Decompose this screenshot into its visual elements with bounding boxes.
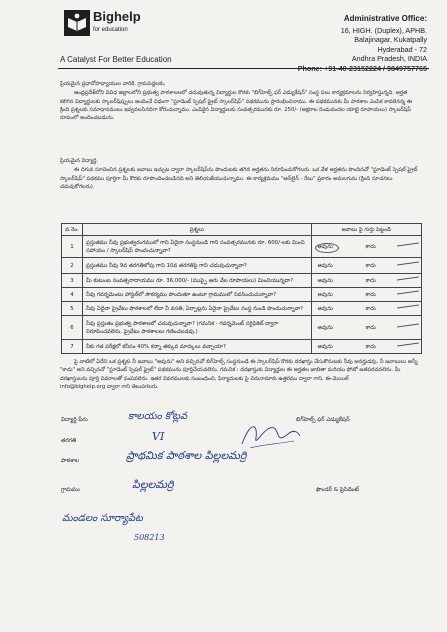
office-line1: 16, HIGH. (Duplex), APHB. — [340, 25, 427, 35]
tick-mark-icon — [397, 323, 419, 327]
email-line: info@bighelp.org ద్వారా గాని తెలుపగలరు. — [60, 383, 159, 390]
col-header-question: ప్రశ్నలు — [82, 224, 311, 236]
no-option[interactable]: కాదు — [365, 325, 376, 331]
tick-mark-icon — [397, 304, 419, 308]
no-option[interactable]: కాదు — [365, 292, 376, 298]
salutation: ప్రియమైన ప్రధానోపాధ్యాయుల వారికి, గ్రామపెద్దలకు, — [60, 81, 166, 87]
class-label: తరగతి — [61, 438, 77, 444]
answer-cell[interactable] — [311, 274, 421, 288]
tick-mark-icon — [397, 290, 419, 294]
school-label: పాఠశాల — [61, 458, 79, 464]
tick-mark-icon — [397, 242, 419, 246]
office-title: Administrative Office: — [343, 14, 427, 23]
answer-cell[interactable] — [311, 316, 421, 340]
school-value[interactable]: ప్రాథమిక పాఠశాల పిల్లలమర్రి — [126, 449, 247, 462]
district-value[interactable]: మండలం సూర్యాపేట — [62, 513, 143, 524]
pin-value[interactable]: 508213 — [134, 533, 165, 542]
row-number: 6 — [62, 316, 83, 340]
row-question: నీవు ప్రస్తుతం ప్రభుత్వ పాఠశాలలో చదువుచున్నావా? (గమనిక - గవర్నమెంట్ సర్టిఫికెట్ ద్వారా నిరూపించవలెను, ప్రైవేటు పాఠశాలలు గణించబడవు.) — [82, 316, 311, 340]
table-row — [62, 258, 422, 274]
yes-option[interactable]: అవును — [317, 325, 333, 331]
instruction-paragraph: ఈ దిగువ సూచించిన ప్రశ్నలకు జవాబు ఇచ్చుట ద్వారా స్కాలర్‌షిప్‌ను పొందుటకు తగిన అర్హతను నిరూపించుకోగలరు. ఒక వేళ అర్హతను పొందినచో "స్టూడెంట్ స్పెషల్ ఫ్రైట్ స్కాలర్‌షిప్" పథకము పూర్తిగా మీ కొరకు రూపొందించబడినది అని తెలియజేయుచున్నాము. ఈ కార్యక్రమము "ఆన్‌లైన్ - రేటు" ప్రకారం అమలగును (క్రింది సూచనలు చదువుకోగలరు). — [60, 167, 418, 190]
closing-section — [60, 358, 422, 391]
bighelp-logo-icon — [64, 10, 90, 36]
tick-mark-icon — [397, 261, 419, 265]
table-row — [62, 274, 422, 288]
yes-option[interactable]: అవును — [317, 292, 333, 298]
row-question: నీకు గత పరీక్షలో కనీసం 40% కన్నా తక్కువ మార్కులు వచ్చాయా? — [82, 340, 311, 354]
village-value[interactable]: పిల్లలమర్రి — [132, 478, 174, 491]
eligibility-table — [61, 223, 422, 354]
no-option[interactable]: కాదు — [365, 344, 376, 350]
table-row — [62, 316, 422, 340]
brand-name: Bighelp — [93, 9, 141, 24]
answer-cell[interactable] — [311, 302, 421, 316]
intro-paragraph: ఆంధ్రప్రదేశ్‌లోని వివిధ జిల్లాలలోని ప్రభుత్వ పాఠశాలలలో చదువుతున్న విద్యార్థుల కొరకు "బిగ్‌హెల్ప్ ఫర్ ఎడ్యుకేషన్" సంస్థ పలు కార్యక్రమాలను నిర్వహిస్తున్నది. అర్హత కలిగిన విద్యార్థులకు స్కాలర్‌షిప్పులు అందించే విధంగా "స్టూడెంట్ స్పెషల్ ఫ్రైట్ స్కాలర్‌షిప్" పథకమును ప్రారంభించినాము. ఈ పథకమునకు మీ పాఠశాల ఎంపిక కావలెనన్న ఈ క్రింది ప్రశ్నలకు సమాధానములు ఇవ్వవలసినదిగా కోరుచున్నాము. ఎంపికైన విద్యార్థులకు సంవత్సరమునకు రూ. 250/- (అక్షరాల రెండువందల యాభై రూపాయలు) స్కాలర్‌షిప్ రూపంలో అందించబడును. — [60, 90, 413, 122]
row-number: 2 — [62, 258, 83, 274]
class-value[interactable]: VI — [152, 430, 165, 443]
yes-option[interactable]: అవును — [317, 278, 333, 284]
table-header-row — [62, 224, 422, 236]
answer-cell[interactable] — [311, 258, 421, 274]
brand-subtitle: for education — [93, 27, 128, 33]
header-divider — [58, 68, 429, 69]
office-line3: Hyderabad - 72 — [377, 44, 427, 54]
instruction-section — [60, 157, 422, 191]
row-question: మీ కుటుంబ సంవత్సరాదాయము రూ. 36,000/- (ముప్పై ఆరు వేల రూపాయలు) మించియున్నదా? — [82, 274, 311, 288]
row-question: ప్రస్తుతము నీవు 9వ తరగతిలోపు గాని 10వ తరగతిపై గాని చదువుచున్నావా? — [82, 258, 311, 274]
yes-option[interactable]: అవును — [317, 244, 333, 250]
section-title: ప్రియమైన విద్యార్థి, — [60, 158, 99, 164]
table-row — [62, 236, 422, 258]
student-name-value[interactable]: కాలయం కోట్లవ — [128, 411, 188, 422]
table-row — [62, 288, 422, 302]
closing-paragraph: పై వాటిలో ఏదేని ఒక ప్రశ్నకు నీ జవాబు "అవును" అని వచ్చినచో బిగ్‌హెల్ప్ సంస్థనుండి ఈ స్కాలర్‌షిప్ కొరకు దరఖాస్తు చేసుకొనుటకు నీవు అనర్హుడవు. నీ జవాబులు అన్నీ "కాదు" అని వచ్చినచో "స్టూడెంట్ స్పెషల్ ఫ్రైట్" పథకమును పూర్తిచేయవలెను. గమనిక : దరఖాస్తుకు విద్యార్థుల ఈ అర్హతల జాబితా మరియు ఫోటో జతపరచవలెను. మీ దరఖాస్తులను పూర్తి వివరాలతో పంపవలెను. ఇతర వివరములకు సంబంధించి, ఫిర్యాదులకు పై చిరునామాకు ఉత్తరము ద్వారా గాని, ఈ-మెయిల్ — [60, 359, 418, 382]
office-phone: Phone: +91-40-23152224 / 9849757765 — [297, 63, 427, 73]
tick-mark-icon — [397, 276, 419, 280]
no-option[interactable]: కాదు — [365, 263, 376, 269]
yes-option[interactable]: అవును — [317, 263, 333, 269]
row-question: ప్రస్తుతము నీవు ప్రభుత్వరంగములో గాని ఏదైనా సంస్థనుండి గాని సంవత్సరమునకు రూ. 600/-లకు మించి సహాయం / స్కాలర్‌షిప్ పొందుచున్నావా? — [82, 236, 311, 258]
col-header-no: వ.నెం. — [62, 224, 83, 236]
office-line4: Andhra Pradesh, INDIA — [351, 54, 427, 64]
no-option[interactable]: కాదు — [365, 278, 376, 284]
intro-section — [60, 80, 422, 122]
row-number: 5 — [62, 302, 83, 316]
row-number: 3 — [62, 274, 83, 288]
yes-option[interactable]: అవును — [317, 344, 333, 350]
no-option[interactable]: కాదు — [365, 244, 376, 250]
table-row — [62, 340, 422, 354]
tick-mark-icon — [397, 342, 419, 346]
row-number: 1 — [62, 236, 83, 258]
answer-cell[interactable] — [311, 340, 421, 354]
office-line2: Balajinagar, Kukatpally — [354, 35, 427, 45]
office-address — [217, 14, 427, 74]
answer-cell[interactable] — [311, 288, 421, 302]
col-header-answer: జవాబు పై గుర్తు పెట్టండి — [311, 224, 421, 236]
organisation-signature-label: బిగ్‌హెల్ప్ ఫర్ ఎడ్యుకేషన్ — [296, 417, 350, 423]
row-number: 4 — [62, 288, 83, 302]
student-name-label: విద్యార్థి పేరు — [61, 417, 88, 423]
tagline: A Catalyst For Better Education — [60, 55, 172, 64]
row-question: నీవు గవర్నమెంటు హాస్టల్‌లో సౌకర్యము పొందుతూ ఉంటూ గ్రామములో నివసించుచున్నావా? — [82, 288, 311, 302]
yes-option[interactable]: అవును — [317, 306, 333, 312]
table-row — [62, 302, 422, 316]
signature-icon — [236, 414, 306, 454]
no-option[interactable]: కాదు — [365, 306, 376, 312]
founder-label: ఫౌండర్ & ప్రెసిడెంట్ — [316, 487, 359, 493]
village-label: గ్రామము — [61, 487, 80, 493]
row-question: నీవు ఏదైనా ప్రైవేటు పాఠశాలలో లేదా నీ వసతి, ఏర్పాట్లను ఏదైనా ప్రైవేటు సంస్థ నుండి పొందుచున్నావా? — [82, 302, 311, 316]
row-number: 7 — [62, 340, 83, 354]
answer-cell[interactable] — [311, 236, 421, 258]
